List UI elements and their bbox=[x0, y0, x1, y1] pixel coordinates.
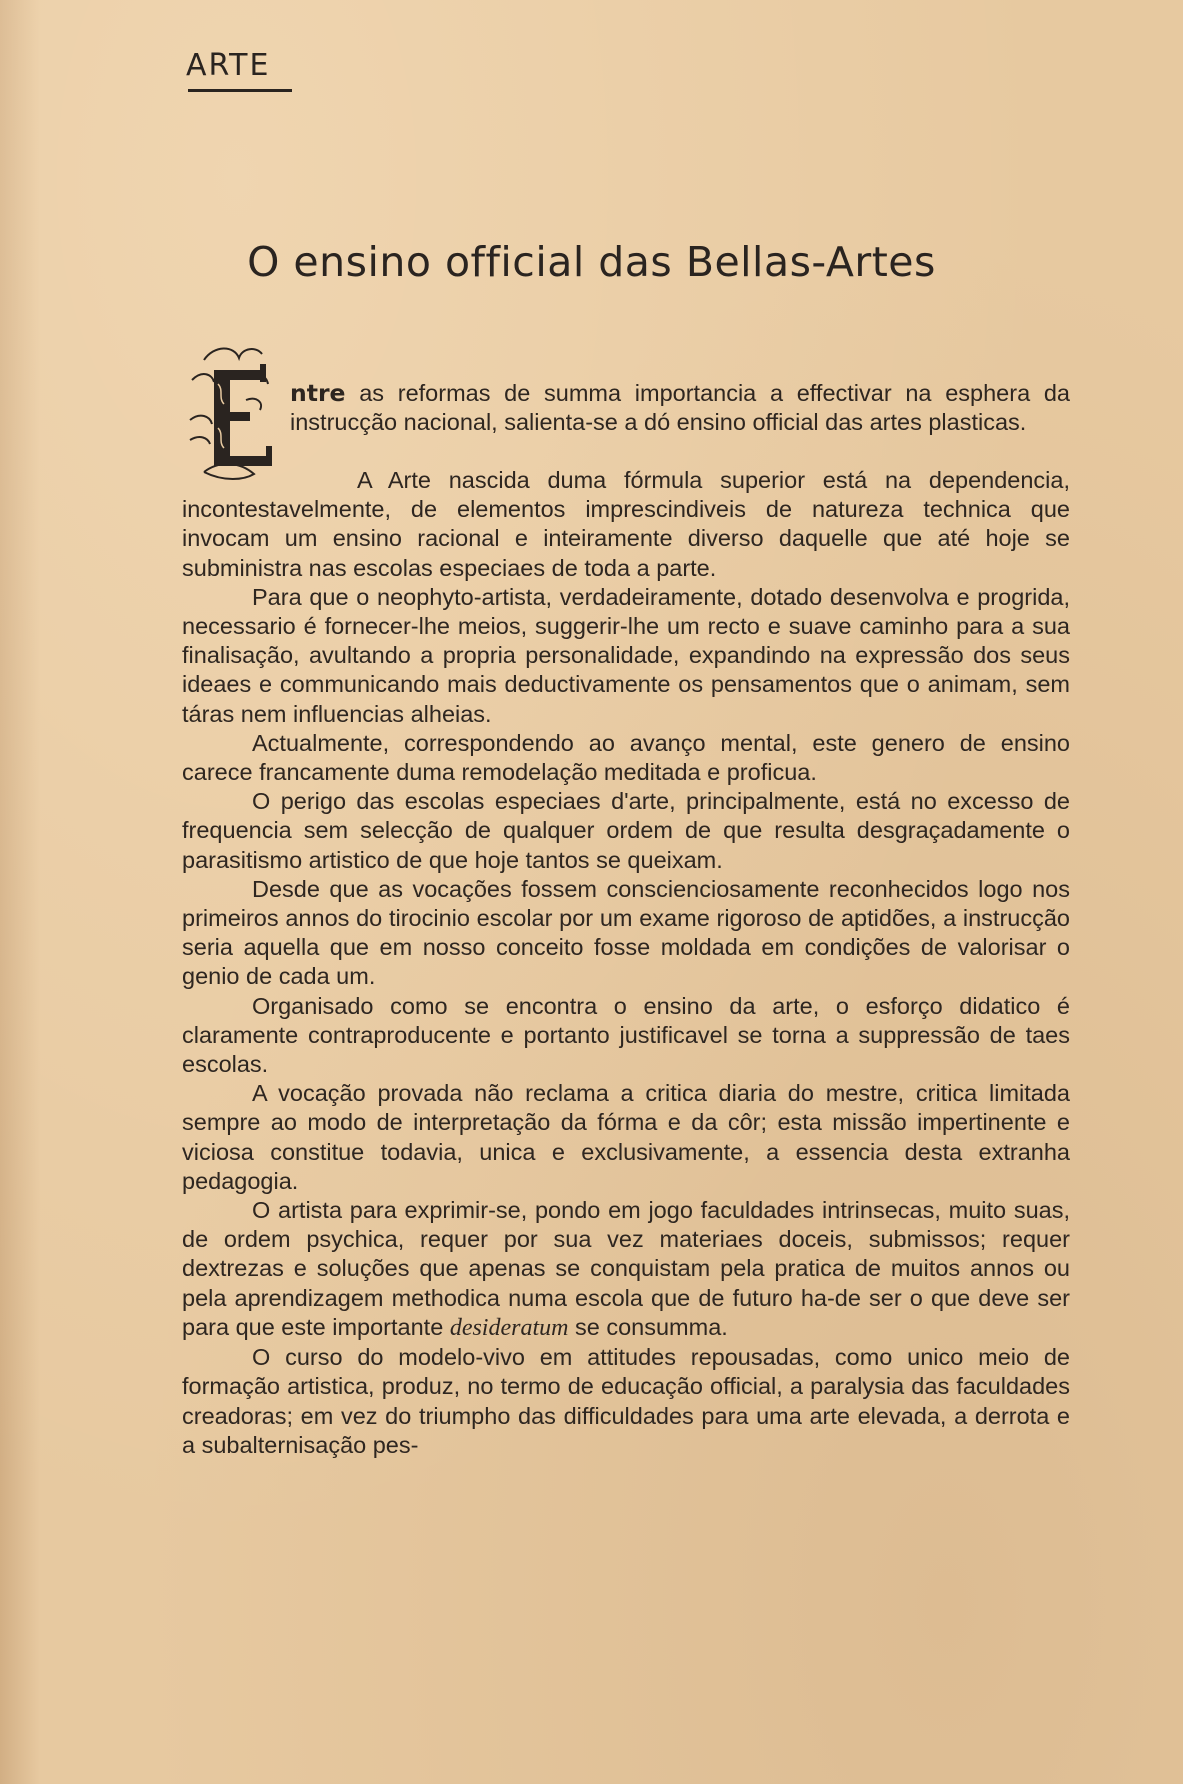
paragraph-8-before: O artista para exprimir-se, pondo em jogo faculdades intrinsecas, muito suas, de ordem psychica, requer por sua vez materiaes doceis, submissos; requer dextrezas e soluções que apenas se conquistam pela pratica de muitos annos ou pela aprendizagem methodica numa escola que de futuro ha-de ser o que deve ser para que este importante bbox=[182, 1197, 1070, 1340]
paragraph-1: A Arte nascida duma fórmula superior está na dependencia, incontestavelmente, de elementos imprescindiveis de natureza technica que invocam um ensino racional e inteiramente diverso daquelle que até hoje se subministra nas escolas especiaes de toda a parte. bbox=[182, 467, 1070, 581]
dropcap-lead-word: ntre bbox=[290, 379, 346, 407]
paragraph-3: Actualmente, correspondendo ao avanço mental, este genero de ensino carece francamente duma remodelação meditada e proficua. bbox=[182, 729, 1070, 786]
paragraph-6: Organisado como se encontra o ensino da arte, o esforço didatico é claramente contraproducente e portanto justificavel se torna a suppressão de taes escolas. bbox=[182, 992, 1070, 1078]
paragraph-4: O perigo das escolas especiaes d'arte, principalmente, está no excesso de frequencia sem selecção de qualquer ordem de que resulta desgraçadamente o parasitismo artistico de que hoje tantos se queixam. bbox=[182, 788, 1070, 873]
intro-text: as reformas de summa importancia a effectivar na esphera da instrucção nacional, salienta-se a dó ensino official das artes plasticas. bbox=[290, 380, 1070, 435]
intro-paragraph bbox=[290, 379, 1070, 437]
article-body bbox=[182, 466, 1070, 1460]
paragraph-8 bbox=[182, 1196, 1070, 1343]
section-underline bbox=[188, 89, 292, 92]
paragraph-7: A vocação provada não reclama a critica diaria do mestre, critica limitada sempre ao modo de interpretação da fórma e da côr; esta missão impertinente e viciosa constitue todavia, unica e exclusivamente, a essencia desta extranha pedagogia. bbox=[182, 1080, 1070, 1194]
paragraph-9: O curso do modelo-vivo em attitudes repousadas, como unico meio de formação artistica, produz, no termo de educação official, a paralysia das faculdades creadoras; em vez do triumpho das difficuldades para uma arte elevada, a derrota e a subalternisação pes- bbox=[182, 1344, 1070, 1458]
paragraph-8-after: se consumma. bbox=[568, 1313, 728, 1340]
paragraph-2: Para que o neophyto-artista, verdadeiramente, dotado desenvolva e progrida, necessario é fornecer-lhe meios, suggerir-lhe um recto e suave caminho para a sua finalisação, avultando a propria personalidade, expandindo na expressão dos seus ideaes e communicando mais deductivamente os pensamentos que o animam, sem táras nem influencias alheias. bbox=[182, 583, 1070, 727]
paragraph-5: Desde que as vocações fossem conscienciosamente reconhecidos logo nos primeiros annos do tirocinio escolar por um exame rigoroso de aptidões, a instrucção seria aquella que em nosso conceito fosse moldada em condições de valorisar o genio de cada um. bbox=[182, 875, 1070, 990]
section-label: ARTE bbox=[186, 48, 271, 83]
article-title: O ensino official das Bellas-Artes bbox=[247, 238, 936, 286]
emphasis-desideratum: desideratum bbox=[449, 1314, 569, 1341]
